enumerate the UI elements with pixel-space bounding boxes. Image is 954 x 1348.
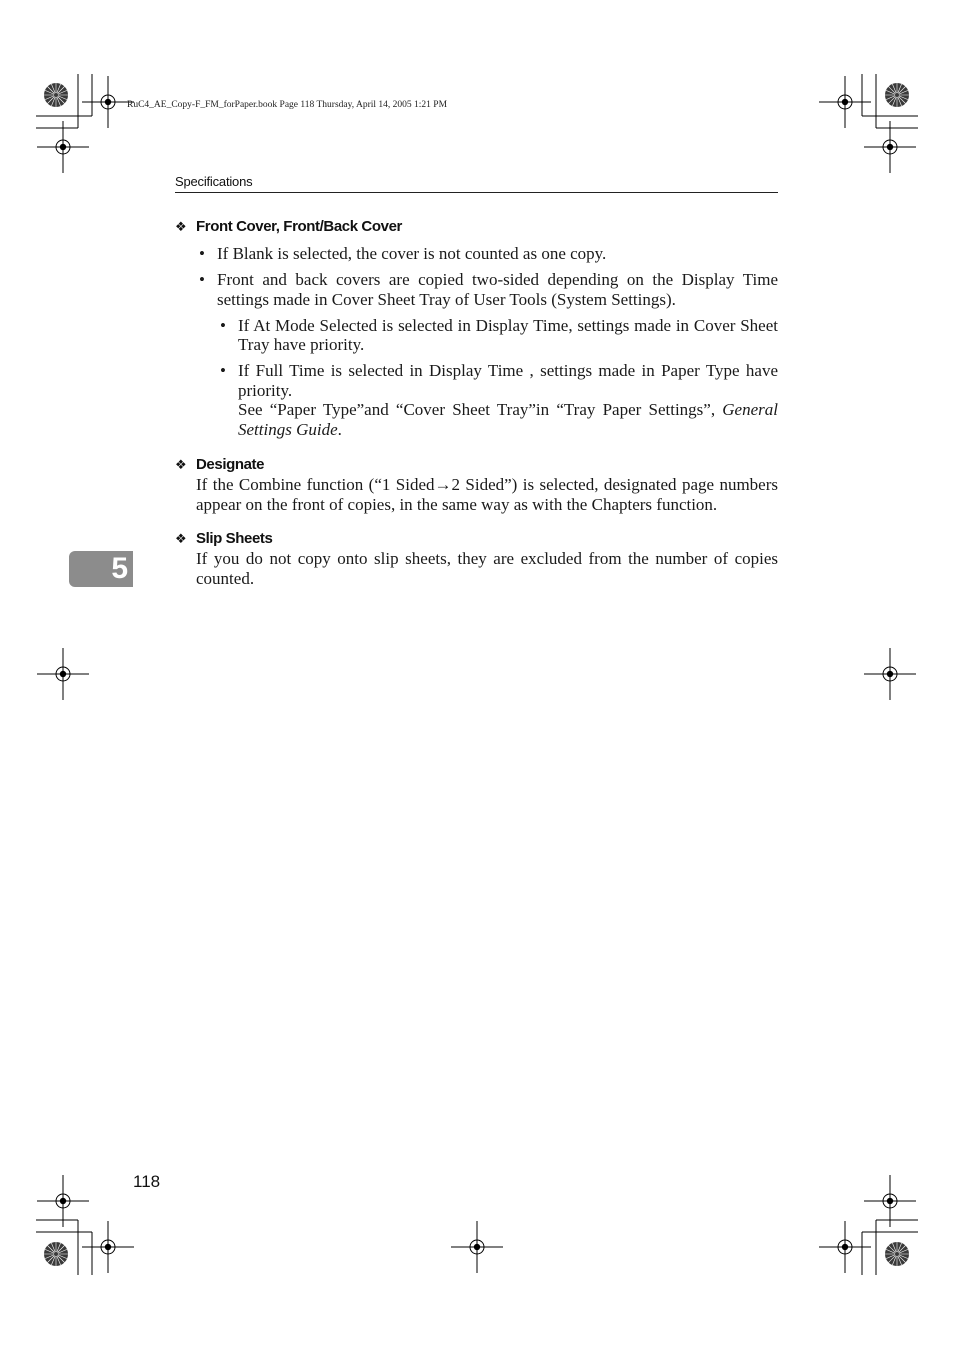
page-content <box>175 217 778 588</box>
diamond-icon: ❖ <box>175 531 187 546</box>
list-item: • Front and back covers are copied two-sided depending on the Display Time settings made in Cover Sheet Tray of User Tools (System Settings). <box>175 270 778 309</box>
page-number: 118 <box>133 1172 161 1191</box>
header-rule <box>175 192 778 193</box>
section-heading <box>175 529 778 549</box>
section-body: If the Combine function (“1 Sided→2 Sided”) is selected, designated page numbers appear on the front of copies, in the same way as with the Chapters function. <box>196 475 778 514</box>
section-title: Designate <box>196 456 265 473</box>
reference-text: See “Paper Type”and “Cover Sheet Tray”in “Tray Paper Settings”, <box>238 400 723 419</box>
section-title: Front Cover, Front/Back Cover <box>196 218 402 235</box>
section-title: Slip Sheets <box>196 530 273 547</box>
section-heading <box>175 455 778 475</box>
section-designate <box>175 455 778 514</box>
sub-bullet-list <box>175 316 778 440</box>
section-heading <box>175 217 778 237</box>
list-item-text: If Full Time is selected in Display Time , settings made in Paper Type have priority. <box>238 361 778 400</box>
reference-end: . <box>337 419 342 439</box>
list-item <box>175 361 778 439</box>
diamond-icon: ❖ <box>175 219 187 234</box>
print-slug-line: RuC4_AE_Copy-F_FM_forPaper.book Page 118 Thursday, April 14, 2005 1:21 PM <box>127 100 448 110</box>
diamond-icon: ❖ <box>175 457 187 472</box>
running-head: Specifications <box>175 174 253 189</box>
section-body: If you do not copy onto slip sheets, they are excluded from the number of copies counted. <box>196 549 778 588</box>
list-item: • If Blank is selected, the cover is not counted as one copy. <box>175 244 778 264</box>
section-slip-sheets <box>175 529 778 588</box>
chapter-number: 5 <box>111 552 128 585</box>
reference-guide: General Settings Guide <box>238 400 778 439</box>
chapter-tab <box>69 551 133 587</box>
list-item: • If At Mode Selected is selected in Display Time, settings made in Cover Sheet Tray have priority. <box>175 316 778 355</box>
section-front-cover <box>175 217 778 439</box>
bullet-list <box>175 244 778 309</box>
